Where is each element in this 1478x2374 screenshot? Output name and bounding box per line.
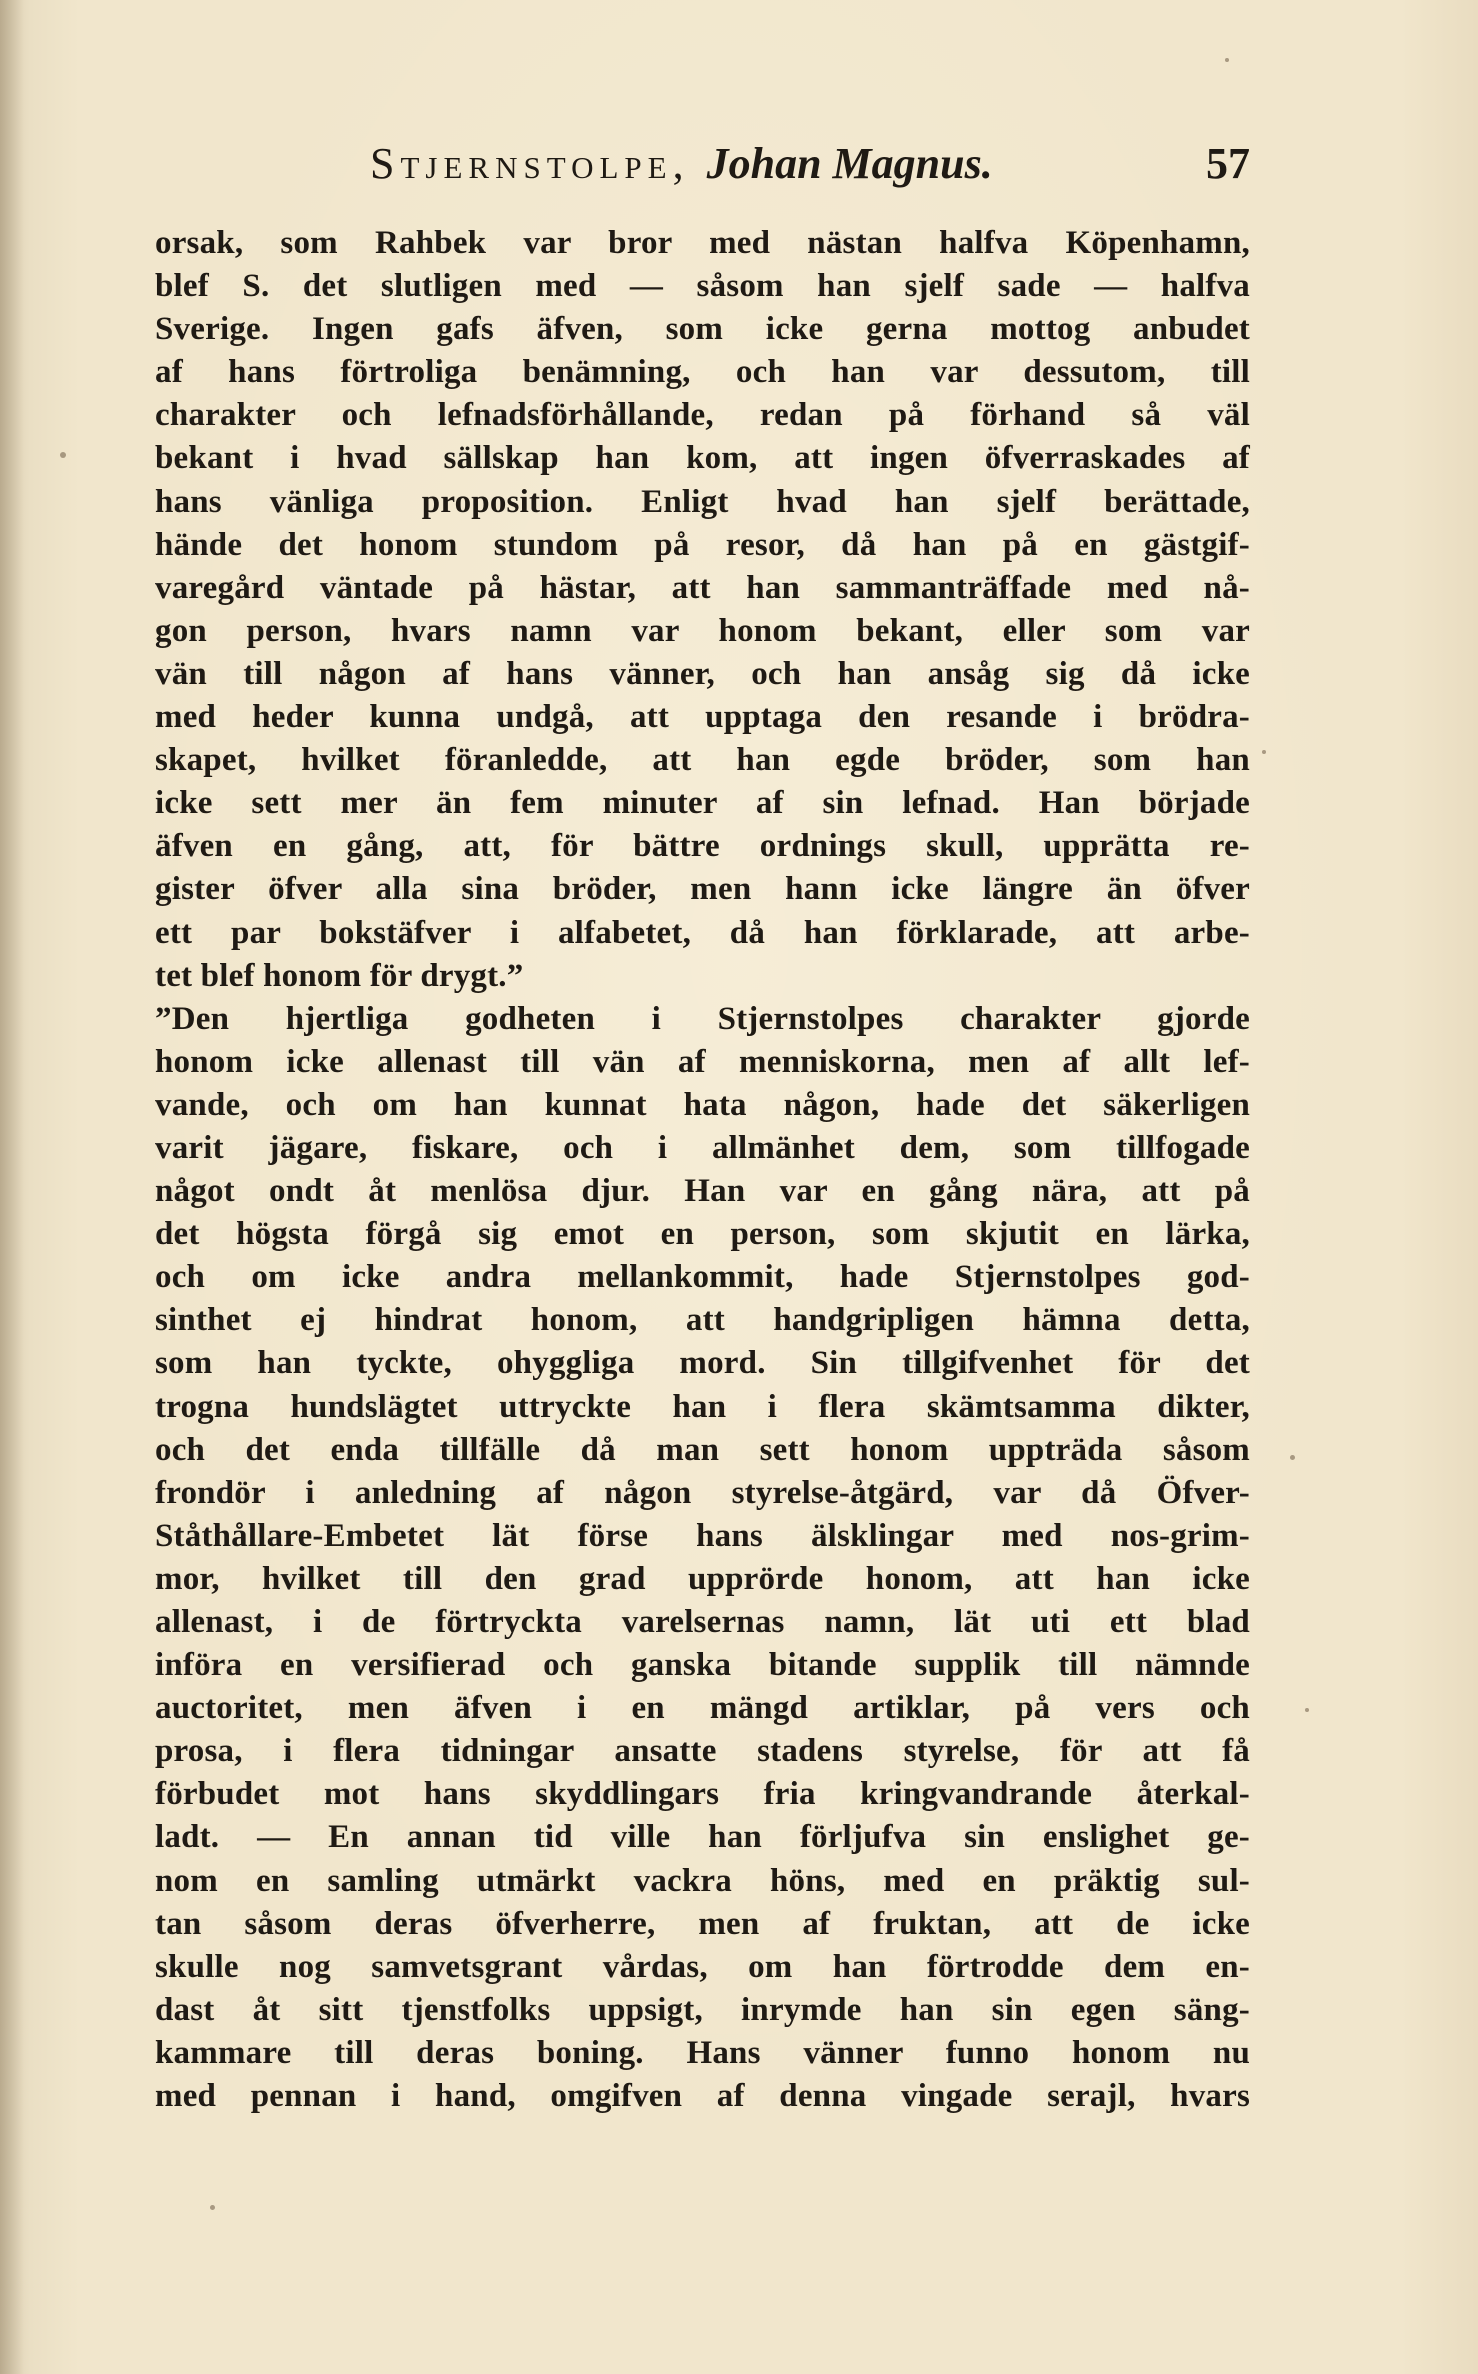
- text-line: Ståthållare-Embetet lät förse hans älsklingar med nos-grim-: [155, 1517, 1250, 1554]
- text-line: frondör i anledning af någon styrelse-åtgärd, var då Öfver-: [155, 1474, 1250, 1511]
- paper-speck: [1305, 1708, 1309, 1712]
- text-line: införa en versifierad och ganska bitande supplik till nämnde: [155, 1647, 1250, 1684]
- text-line: tet blef honom för drygt.”: [155, 957, 524, 994]
- text-line: prosa, i flera tidningar ansatte stadens styrelse, för att få: [155, 1733, 1250, 1770]
- text-line: ”Den hjertliga godheten i Stjernstolpes charakter gjorde: [155, 1000, 1250, 1037]
- text-line: som han tyckte, ohyggliga mord. Sin tillgifvenhet för det: [155, 1345, 1250, 1382]
- text-line: skulle nog samvetsgrant vårdas, om han förtrodde dem en-: [155, 1948, 1250, 1985]
- text-line: gon person, hvars namn var honom bekant, eller som var: [155, 612, 1250, 649]
- paper-speck: [60, 452, 66, 458]
- text-line: vande, och om han kunnat hata någon, hade det säkerligen: [155, 1086, 1250, 1123]
- text-line: sinthet ej hindrat honom, att handgripligen hämna detta,: [155, 1302, 1250, 1339]
- text-line: varegård väntade på hästar, att han sammanträffade med nå-: [155, 569, 1250, 606]
- text-line: ladt. — En annan tid ville han förljufva sin enslighet ge-: [155, 1819, 1250, 1856]
- text-line: hände det honom stundom på resor, då han på en gästgif-: [155, 526, 1250, 563]
- text-line: skapet, hvilket föranledde, att han egde bröder, som han: [155, 742, 1250, 779]
- text-line: och det enda tillfälle då man sett honom uppträda såsom: [155, 1431, 1250, 1468]
- text-line: äfven en gång, att, för bättre ordnings skull, upprätta re-: [155, 828, 1250, 865]
- paper-speck: [210, 2205, 215, 2210]
- page-number: 57: [1206, 139, 1250, 188]
- paper-speck: [1290, 1455, 1295, 1460]
- running-head-surname: Stjernstolpe,: [370, 139, 690, 188]
- text-line: med heder kunna undgå, att upptaga den resande i brödra-: [155, 699, 1250, 736]
- text-line: auctoritet, men äfven i en mängd artiklar, på vers och: [155, 1690, 1250, 1727]
- text-line: något ondt åt menlösa djur. Han var en gång nära, att på: [155, 1173, 1250, 1210]
- page-gutter-shadow: [0, 0, 24, 2374]
- running-head-given-names: Johan Magnus.: [706, 139, 993, 188]
- text-line: nom en samling utmärkt vackra höns, med en präktig sul-: [155, 1862, 1250, 1899]
- running-head: [155, 138, 1250, 198]
- text-line: förbudet mot hans skyddlingars fria kringvandrande återkal-: [155, 1776, 1250, 1813]
- text-line: Sverige. Ingen gafs äfven, som icke gerna mottog anbudet: [155, 311, 1250, 348]
- text-line: varit jägare, fiskare, och i allmänhet dem, som tillfogade: [155, 1129, 1250, 1166]
- body-text: [155, 222, 1250, 2118]
- text-line: bekant i hvad sällskap han kom, att ingen öfverraskades af: [155, 440, 1250, 477]
- text-line: dast åt sitt tjenstfolks uppsigt, inrymde han sin egen säng-: [155, 1991, 1250, 2028]
- running-head-title: [370, 138, 993, 189]
- text-line: ett par bokstäfver i alfabetet, då han förklarade, att arbe-: [155, 914, 1250, 951]
- text-line: det högsta förgå sig emot en person, som skjutit en lärka,: [155, 1216, 1250, 1253]
- text-line: hans vänliga proposition. Enligt hvad han sjelf berättade,: [155, 483, 1250, 520]
- paper-speck: [1225, 58, 1229, 62]
- text-line: mor, hvilket till den grad upprörde honom, att han icke: [155, 1560, 1250, 1597]
- text-line: kammare till deras boning. Hans vänner funno honom nu: [155, 2034, 1250, 2071]
- text-line: honom icke allenast till vän af menniskorna, men af allt lef-: [155, 1043, 1250, 1080]
- text-line: allenast, i de förtryckta varelsernas namn, lät uti ett blad: [155, 1604, 1250, 1640]
- text-line: tan såsom deras öfverherre, men af fruktan, att de icke: [155, 1905, 1250, 1942]
- text-line: och om icke andra mellankommit, hade Stjernstolpes god-: [155, 1259, 1250, 1296]
- text-line: af hans förtroliga benämning, och han var dessutom, till: [155, 354, 1250, 391]
- text-line: gister öfver alla sina bröder, men hann icke längre än öfver: [155, 871, 1250, 908]
- text-line: charakter och lefnadsförhållande, redan på förhand så väl: [155, 397, 1250, 434]
- text-line: blef S. det slutligen med — såsom han sjelf sade — halfva: [155, 268, 1250, 305]
- text-line: icke sett mer än fem minuter af sin lefnad. Han började: [155, 785, 1250, 822]
- text-line: vän till någon af hans vänner, och han ansåg sig då icke: [155, 655, 1250, 692]
- text-line: orsak, som Rahbek var bror med nästan halfva Köpenhamn,: [155, 225, 1250, 261]
- paper-speck: [1262, 750, 1266, 754]
- text-line: trogna hundslägtet uttryckte han i flera skämtsamma dikter,: [155, 1388, 1250, 1425]
- text-line: med pennan i hand, omgifven af denna vingade serajl, hvars: [155, 2078, 1250, 2115]
